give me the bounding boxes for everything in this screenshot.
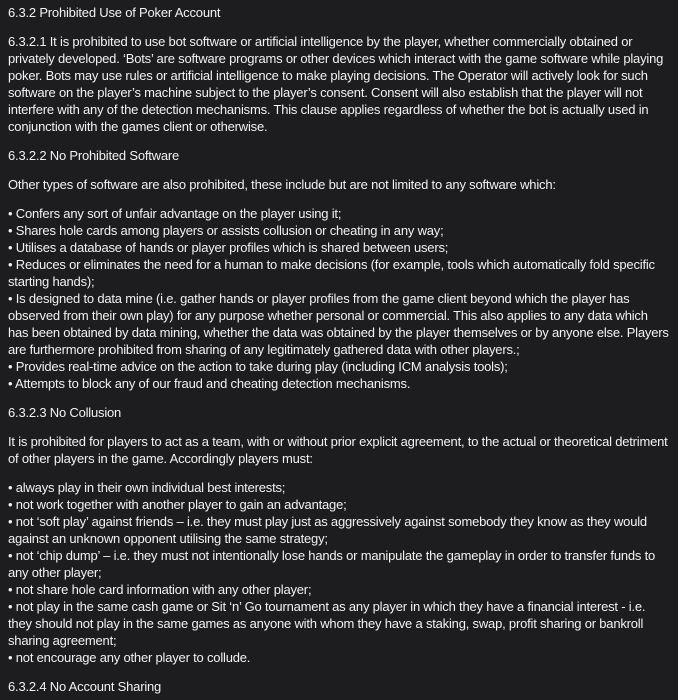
list-item: • not encourage any other player to collude. [8,650,251,665]
list-item: • always play in their own individual best interests; [8,480,286,495]
section-heading-632: 6.3.2 Prohibited Use of Poker Account [8,5,221,20]
list-item: • Shares hole cards among players or assists collusion or cheating in any way; [8,223,444,238]
list-item: • not ‘soft play’ against friends – i.e. they must play just as aggressively against somebody they know as they would against an unknown opponent utilising the same strategy; [8,514,647,546]
section-heading-6322: 6.3.2.2 No Prohibited Software [8,148,180,163]
clause-6322-intro: Other types of software are also prohibited, these include but are not limited to any software which: [8,177,556,192]
list-item: • Confers any sort of unfair advantage on the player using it; [8,206,342,221]
list-item: • not play in the same cash game or Sit ‘n’ Go tournament as any player in which they have a financial interest - i.e. they should not play in the same games as anyone with whom they have a staking, swap, profit sharing or bankroll sharing agreement; [8,599,646,648]
list-item: • Reduces or eliminates the need for a human to make decisions (for example, tools which automatically fold specific starting hands); [8,257,655,289]
list-item: • Provides real-time advice on the action to take during play (including ICM analysis tools); [8,359,508,374]
list-item: • not share hole card information with any other player; [8,582,312,597]
list-item: • not work together with another player to gain an advantage; [8,497,347,512]
clause-6323-intro: It is prohibited for players to act as a team, with or without prior explicit agreement, to the actual or theoretical detriment of other players in the game. Accordingly players must: [8,434,668,466]
clause-6321-paragraph: 6.3.2.1 It is prohibited to use bot software or artificial intelligence by the player, whether commercially obtained or privately developed. ‘Bots’ are software programs or other devices which interact with the game software while playing poker. Bots may use rules or artificial intelligence to make playing decisions. The Operator will actively look for such software on the player’s machine subject to the player’s consent. Consent will also establish that the player will not interfere with any of the detection mechanisms. This clause applies regardless of whether the bot is actually used in conjunction with the games client or otherwise. [8,34,664,134]
no-collusion-list [8,479,669,666]
section-heading-6323: 6.3.2.3 No Collusion [8,405,122,420]
list-item: • not ‘chip dump’ – i.e. they must not intentionally lose hands or manipulate the gameplay in order to transfer funds to any other player; [8,548,656,580]
terms-document [8,4,669,695]
prohibited-software-list [8,205,669,392]
list-item: • Attempts to block any of our fraud and cheating detection mechanisms. [8,376,411,391]
section-heading-6324: 6.3.2.4 No Account Sharing [8,679,162,694]
list-item: • Is designed to data mine (i.e. gather hands or player profiles from the game client beyond which the player has observed from their own play) for any purpose whether personal or commercial. This also applies to any data which has been obtained by data mining, whether the data was obtained by the player themselves or by anyone else. Players are furthermore prohibited from sharing of any legitimately gathered data with other players.; [8,291,669,357]
list-item: • Utilises a database of hands or player profiles which is shared between users; [8,240,449,255]
